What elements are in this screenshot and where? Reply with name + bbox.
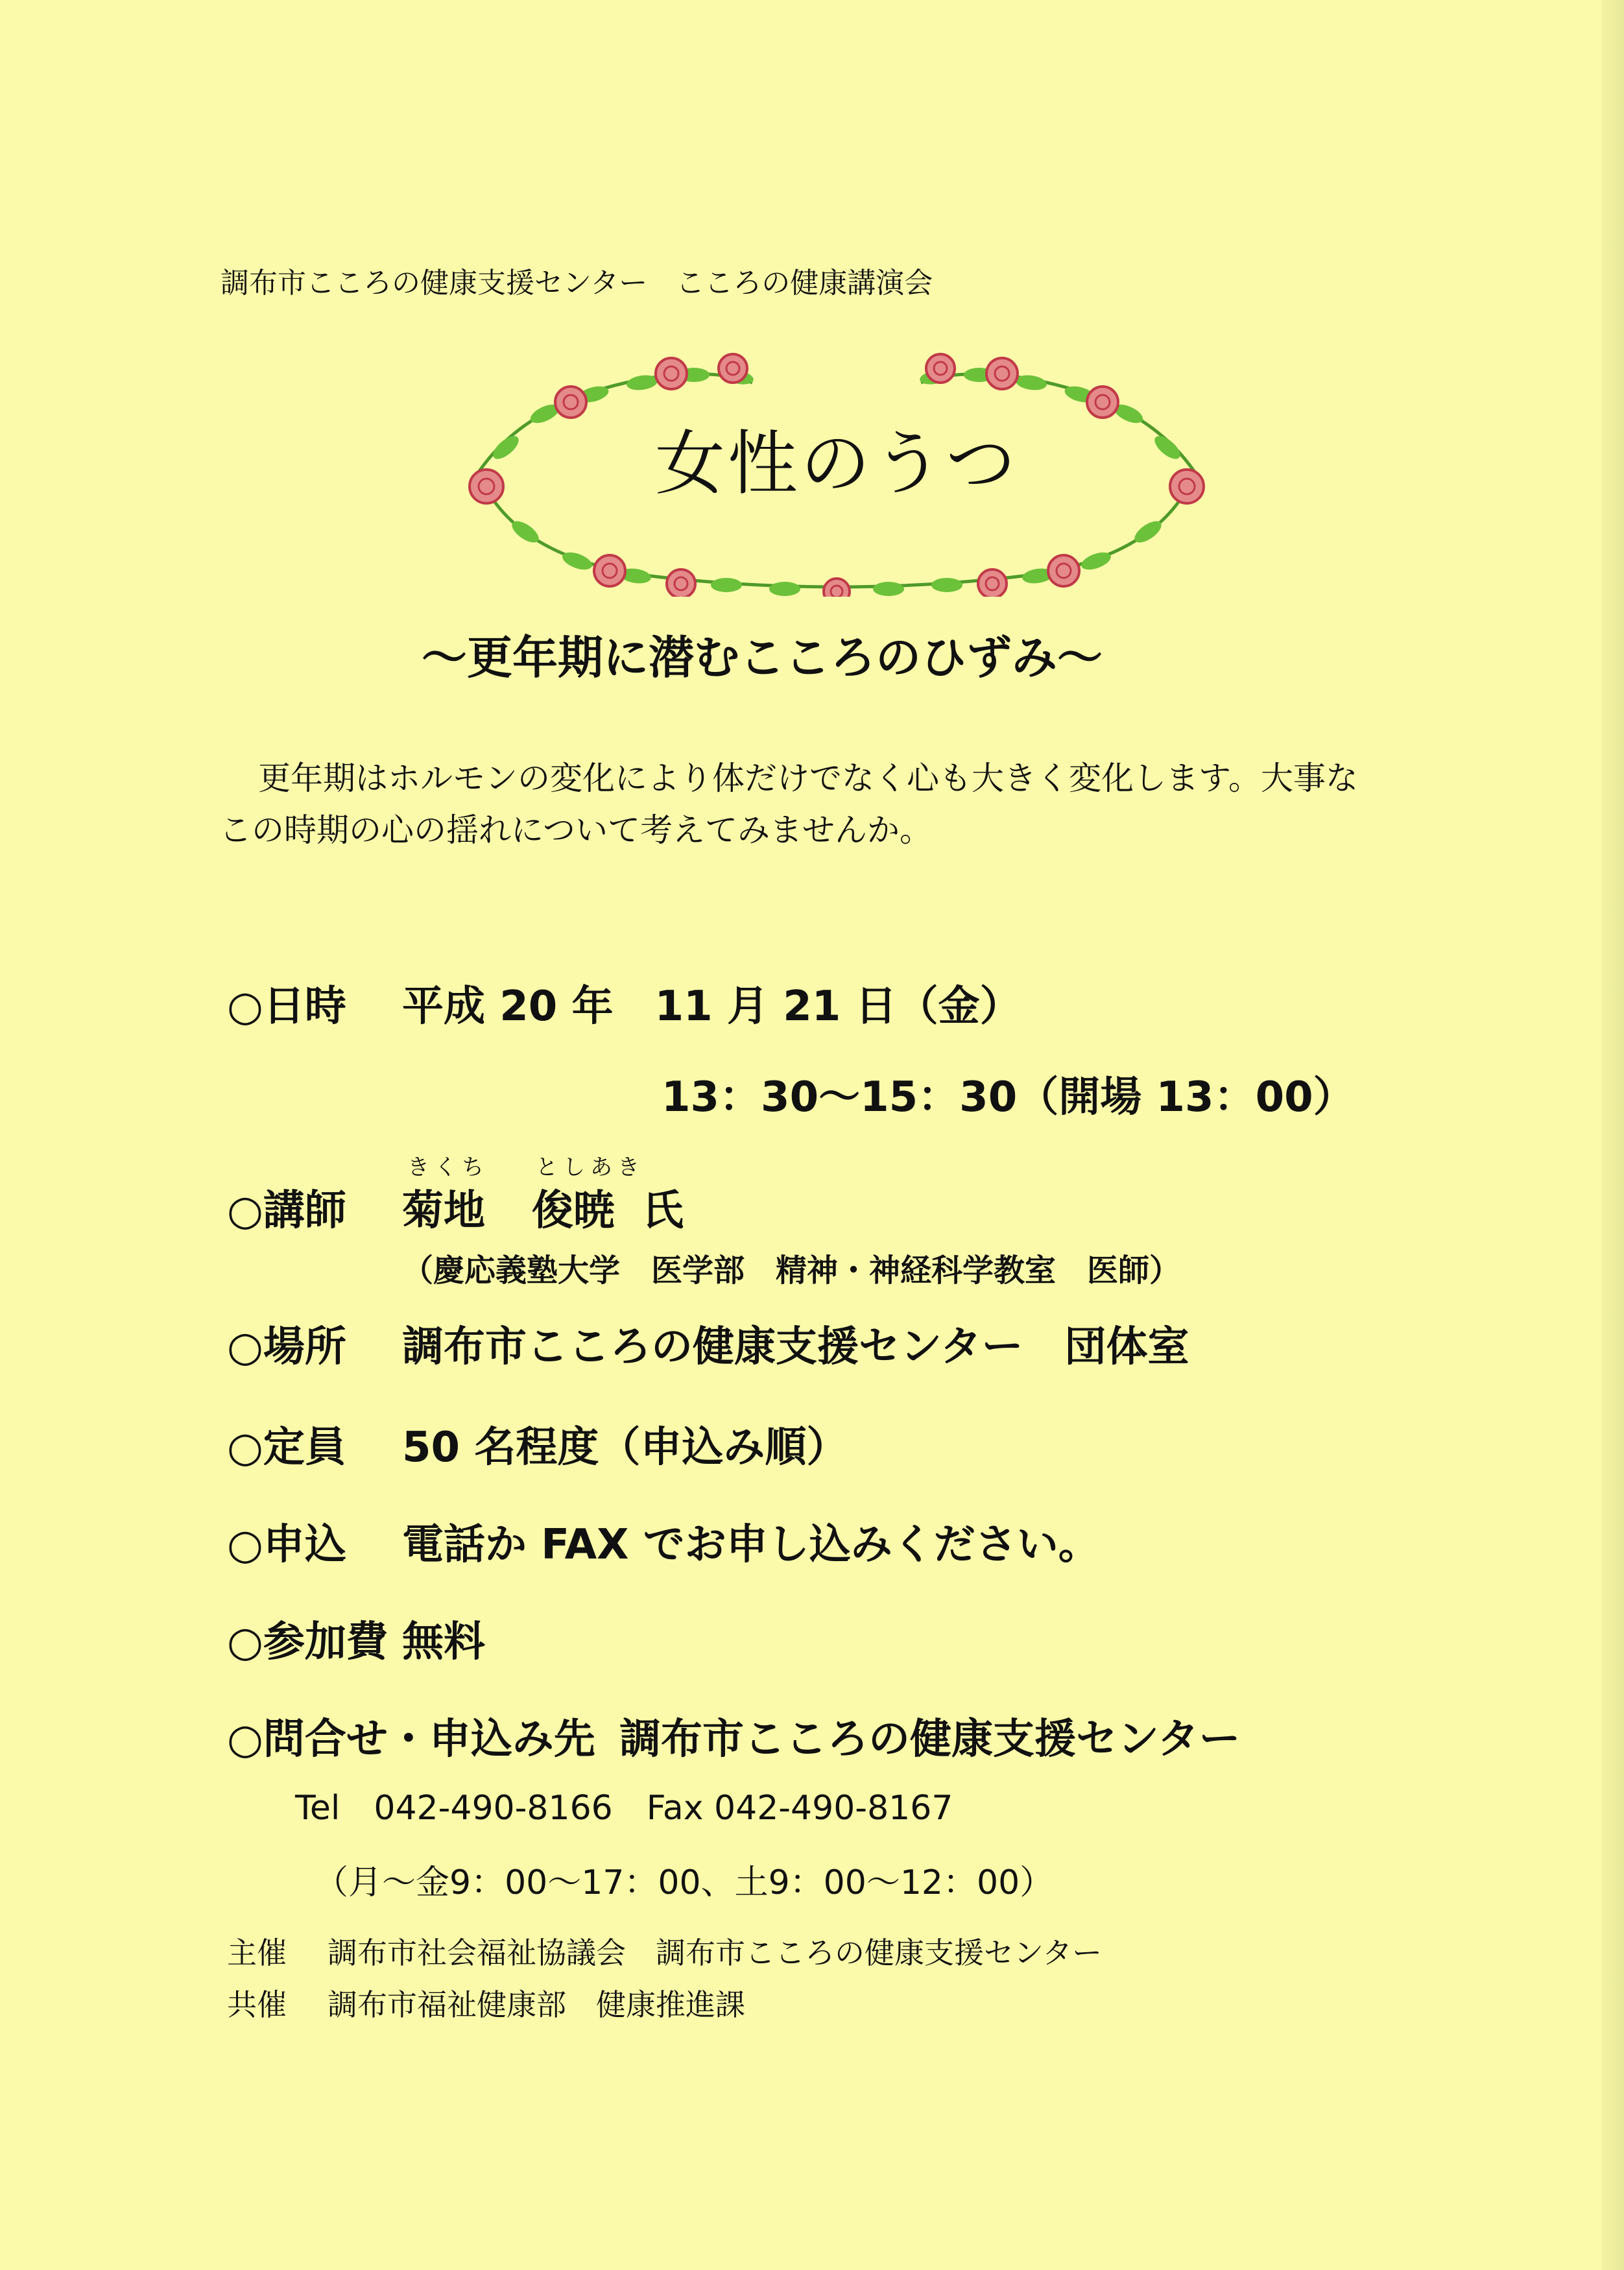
lecturer-honorific: 氏	[642, 1187, 684, 1235]
cohost-value: 調布市福祉健康部 健康推進課	[328, 1987, 745, 2022]
lecturer-family-ruby: きくち	[407, 1154, 489, 1180]
place-label: ○場所	[227, 1323, 346, 1371]
apply-label: ○申込	[227, 1521, 346, 1569]
inquiry-hours: （月～金9：00～17：00、土9：00～12：00）	[315, 1863, 1054, 1902]
datetime-label: ○日時	[227, 983, 346, 1031]
capacity-value: 50 名程度（申込み順）	[402, 1424, 848, 1472]
cohost-label: 共催	[227, 1987, 287, 2022]
inquiry-phones: Tel 042-490-8166 Fax 042-490-8167	[295, 1789, 953, 1828]
fee-label: ○参加費	[227, 1618, 388, 1666]
inquiry-label: ○問合せ・申込み先	[227, 1715, 595, 1763]
intro-line-2: この時期の心の揺れについて考えてみませんか。	[219, 811, 932, 849]
inquiry-value: 調布市こころの健康支援センター	[619, 1715, 1241, 1763]
place-value: 調布市こころの健康支援センター 団体室	[402, 1323, 1189, 1371]
intro-line-1: 更年期はホルモンの変化により体だけでなく心も大きく変化します。大事な	[258, 759, 1358, 797]
host-label: 主催	[227, 1935, 287, 1970]
lecturer-family-name: 菊地	[402, 1187, 485, 1235]
datetime-date: 平成 20 年 11 月 21 日（金）	[402, 983, 1021, 1031]
event-series-header: 調布市こころの健康支援センター こころの健康講演会	[221, 267, 933, 300]
lecturer-affiliation: （慶応義塾大学 医学部 精神・神経科学教室 医師）	[402, 1252, 1181, 1289]
host-value: 調布市社会福祉協議会 調布市こころの健康支援センター	[328, 1935, 1103, 1970]
intro-paragraph	[219, 752, 1400, 856]
fee-value: 無料	[402, 1618, 485, 1666]
lecturer-label: ○講師	[227, 1187, 346, 1235]
lecture-subtitle: ～更年期に潜むこころのひずみ～	[422, 631, 1103, 684]
datetime-time: 13：30～15：30（開場 13：00）	[662, 1073, 1355, 1121]
lecture-title: 女性のうつ	[655, 424, 1019, 505]
capacity-label: ○定員	[227, 1424, 346, 1472]
lecturer-given-ruby: としあき	[536, 1154, 645, 1180]
page-edge	[1602, 0, 1624, 2270]
lecturer-given-name: 俊暁	[532, 1187, 615, 1235]
apply-value: 電話か FAX でお申し込みください。	[402, 1521, 1100, 1569]
